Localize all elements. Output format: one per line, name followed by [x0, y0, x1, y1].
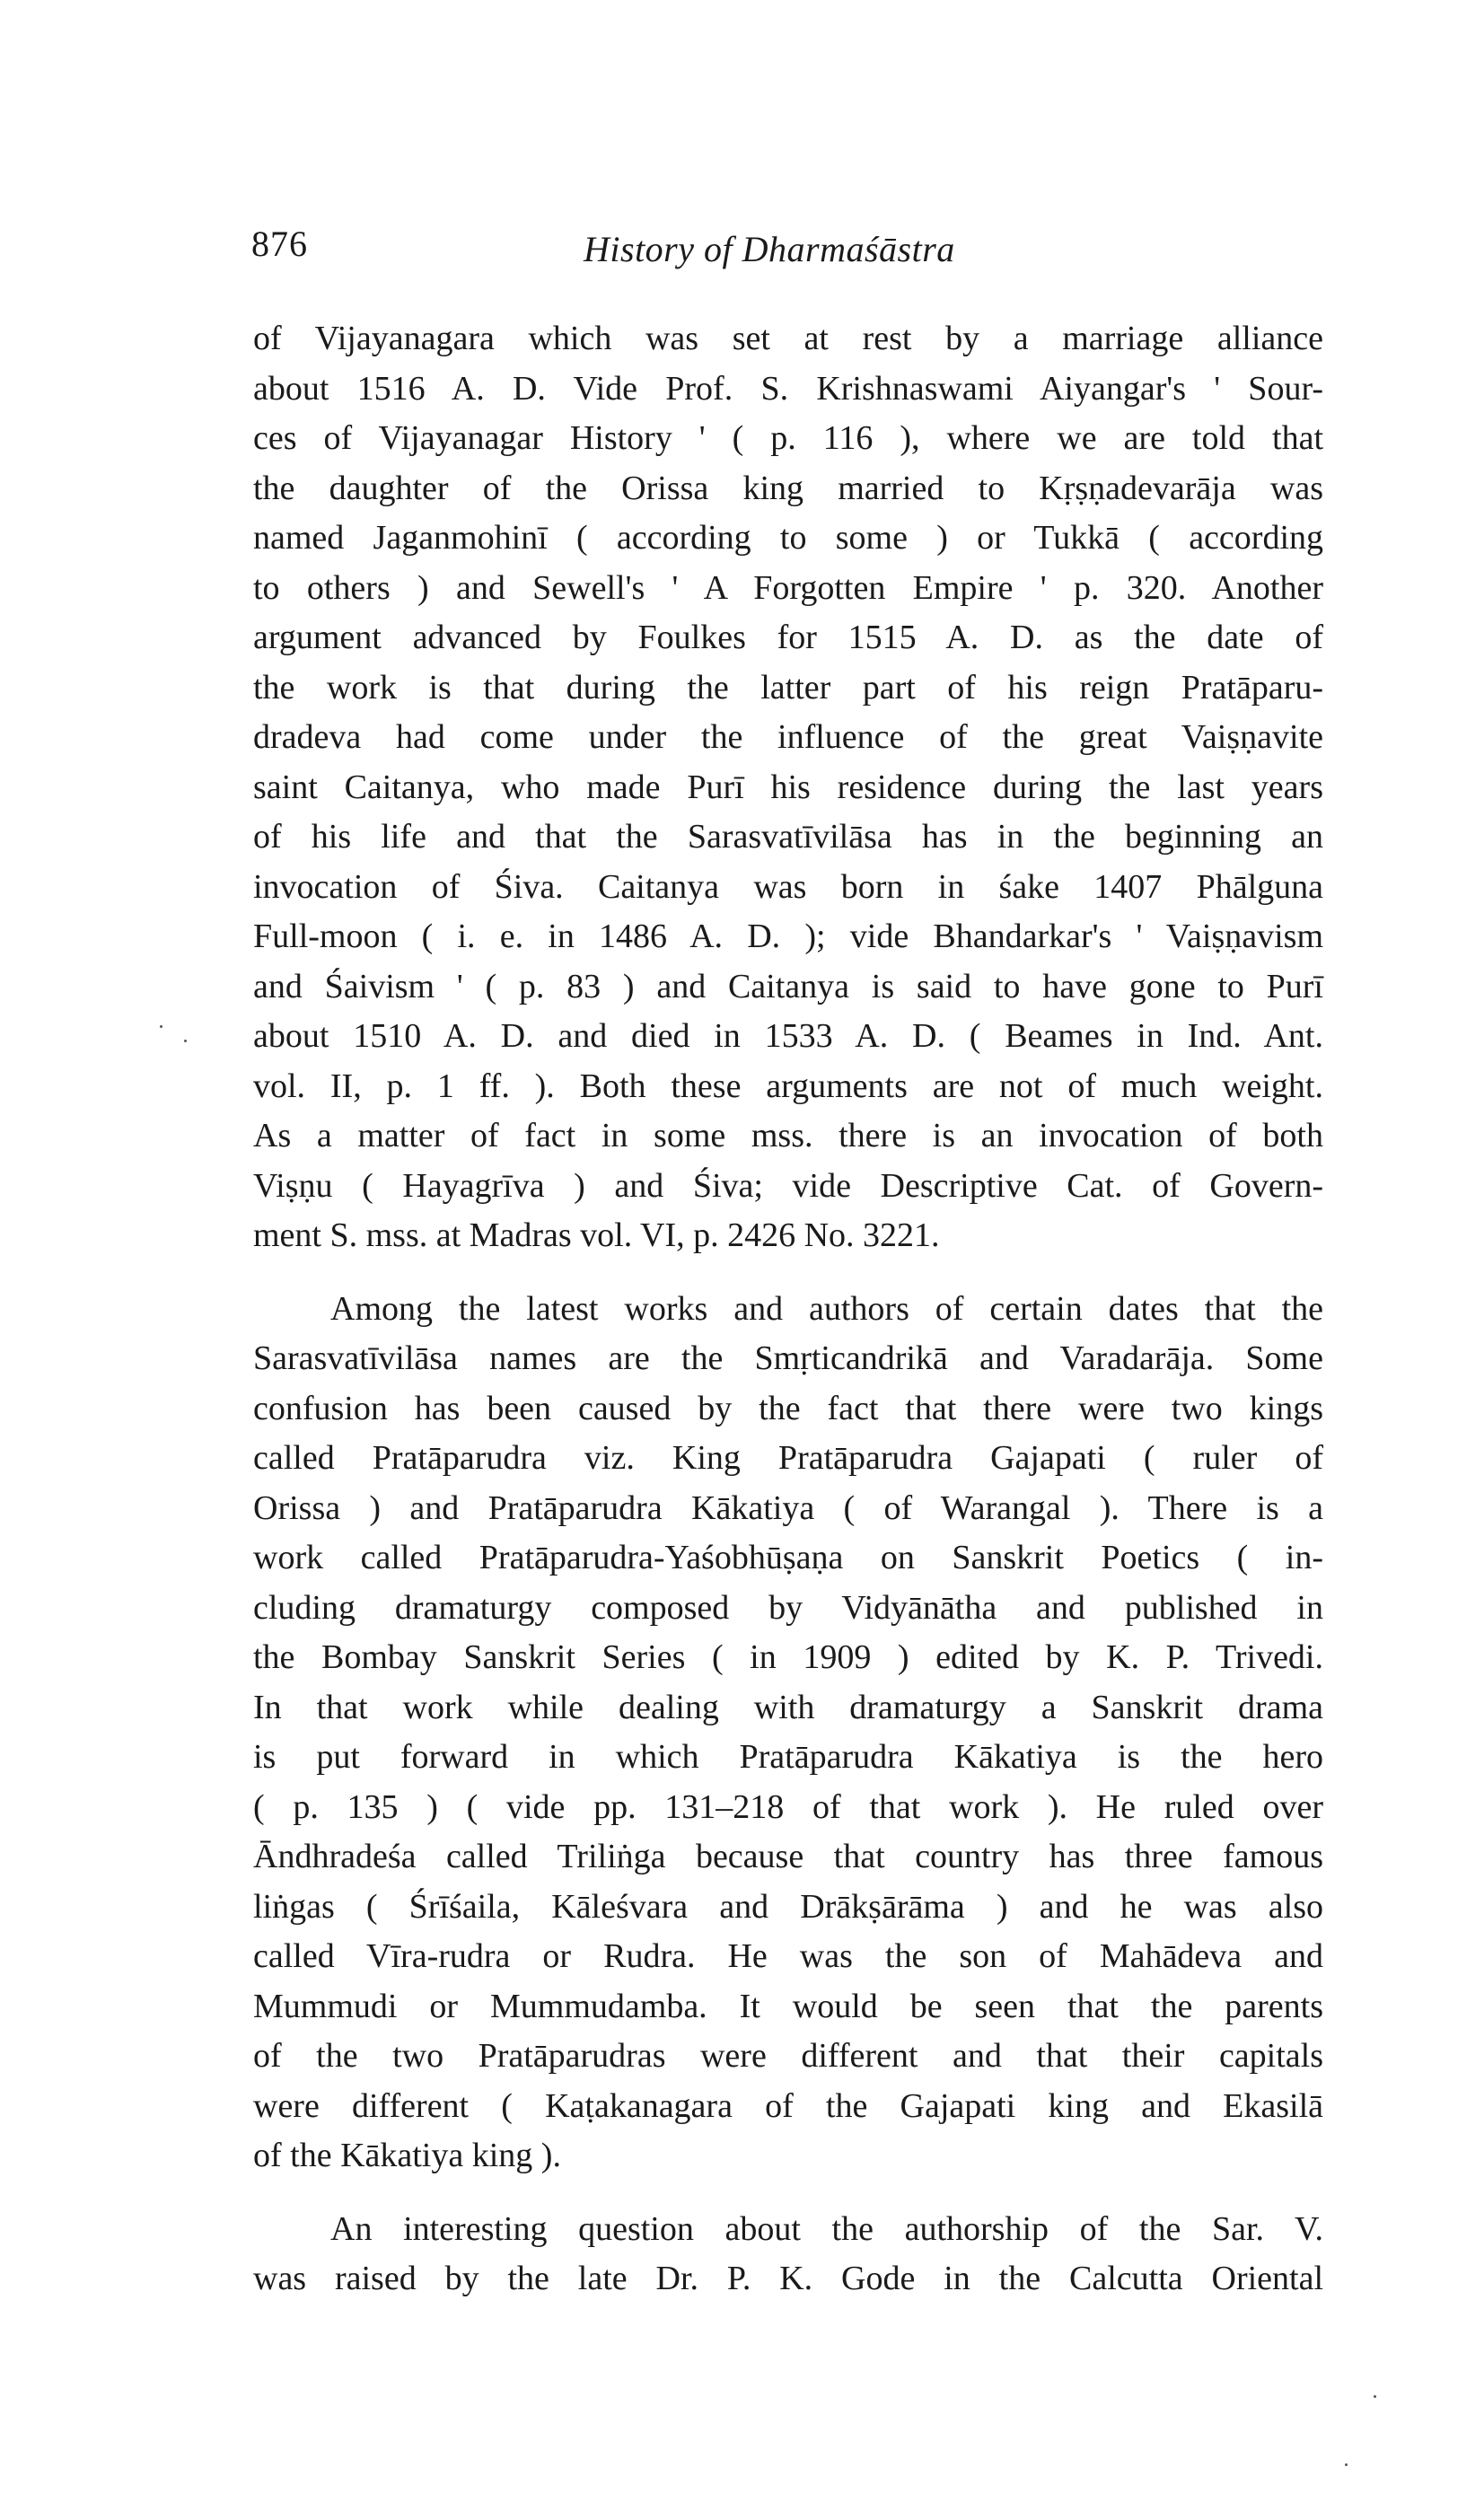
- paragraph-1: [253, 314, 1323, 1261]
- text-line: the work is that during the latter part of his reign Pratāparu-: [253, 668, 1323, 707]
- text-line: Full-moon ( i. e. in 1486 A. D. ); vide Bhandarkar's ' Vaiṣṇavism: [253, 917, 1323, 955]
- text-line: Orissa ) and Pratāparudra Kākatiya ( of Warangal ). There is a: [253, 1488, 1323, 1527]
- text-line: cluding dramaturgy composed by Vidyānātha and published in: [253, 1588, 1323, 1627]
- text-line: of his life and that the Sarasvatīvilāsa has in the beginning an: [253, 818, 1323, 856]
- text-line: In that work while dealing with dramaturgy a Sanskrit drama: [253, 1688, 1323, 1726]
- text-line: were different ( Kaṭakanagara of the Gajapati king and Ekasilā: [253, 2086, 1323, 2125]
- text-line: Mummudi or Mummudamba. It would be seen that the parents: [253, 1987, 1323, 2025]
- paragraph-3: [253, 2205, 1323, 2304]
- text-line: called Vīra-rudra or Rudra. He was the son of Mahādeva and: [253, 1937, 1323, 1975]
- text-line: named Jaganmohinī ( according to some ) or Tukkā ( according: [253, 519, 1323, 557]
- text-line: liṅgas ( Śrīśaila, Kāleśvara and Drākṣārāma ) and he was also: [253, 1887, 1323, 1926]
- text-line: to others ) and Sewell's ' A Forgotten Empire ' p. 320. Another: [253, 568, 1323, 607]
- text-line: the Bombay Sanskrit Series ( in 1909 ) edited by K. P. Trivedi.: [253, 1638, 1323, 1676]
- text-line: work called Pratāparudra-Yaśobhūṣaṇa on Sanskrit Poetics ( in-: [253, 1539, 1323, 1576]
- text-line: the daughter of the Orissa king married to Kṛṣṇadevarāja was: [253, 469, 1323, 507]
- paragraph-2: [253, 1285, 1323, 2182]
- text-line: was raised by the late Dr. P. K. Gode in the Calcutta Oriental: [253, 2260, 1323, 2297]
- scan-speck: [184, 1040, 187, 1042]
- text-line: As a matter of fact in some mss. there is an invocation of both: [253, 1117, 1323, 1154]
- scan-speck: [160, 1025, 162, 1028]
- running-title: History of Dharmaśāstra: [584, 229, 955, 269]
- page-header: [251, 223, 1347, 285]
- text-line: argument advanced by Foulkes for 1515 A. D. as the date of: [253, 619, 1323, 656]
- text-line: ment S. mss. at Madras vol. VI, p. 2426 No. 3221.: [253, 1216, 940, 1254]
- text-line: confusion has been caused by the fact that there were two kings: [253, 1389, 1323, 1427]
- text-line: invocation of Śiva. Caitanya was born in śake 1407 Phālguna: [253, 867, 1323, 906]
- scan-speck: [1345, 2463, 1348, 2466]
- text-line: Sarasvatīvilāsa names are the Smṛticandrikā and Varadarāja. Some: [253, 1339, 1323, 1377]
- text-line: ( p. 135 ) ( vide pp. 131–218 of that work ). He ruled over: [253, 1787, 1323, 1826]
- text-line: ces of Vijayanagar History ' ( p. 116 ), where we are told that: [253, 419, 1323, 457]
- text-line: of Vijayanagara which was set at rest by a marriage alliance: [253, 320, 1323, 357]
- text-line: Āndhradeśa called Triliṅga because that country has three famous: [253, 1838, 1323, 1875]
- text-line: An interesting question about the authorship of the Sar. V.: [330, 2209, 1323, 2248]
- page-number: 876: [251, 224, 308, 264]
- text-line: saint Caitanya, who made Purī his residence during the last years: [253, 768, 1323, 806]
- text-line: and Śaivism ' ( p. 83 ) and Caitanya is said to have gone to Purī: [253, 967, 1323, 1005]
- text-line: of the two Pratāparudras were different and that their capitals: [253, 2037, 1323, 2075]
- scan-speck: [1374, 2395, 1376, 2398]
- text-line: about 1516 A. D. Vide Prof. S. Krishnaswami Aiyangar's ' Sour-: [253, 369, 1323, 408]
- text-line: vol. II, p. 1 ff. ). Both these arguments are not of much weight.: [253, 1067, 1323, 1105]
- text-line: is put forward in which Pratāparudra Kākatiya is the hero: [253, 1738, 1323, 1776]
- text-line: called Pratāparudra viz. King Pratāparudra Gajapati ( ruler of: [253, 1439, 1323, 1477]
- text-line: of the Kākatiya king ).: [253, 2137, 561, 2174]
- text-line: Among the latest works and authors of certain dates that the: [330, 1289, 1323, 1328]
- body-text: [253, 314, 1323, 2304]
- text-line: about 1510 A. D. and died in 1533 A. D. ( Beames in Ind. Ant.: [253, 1017, 1323, 1055]
- text-line: dradeva had come under the influence of the great Vaiṣṇavite: [253, 718, 1323, 756]
- text-line: Viṣṇu ( Hayagrīva ) and Śiva; vide Descriptive Cat. of Govern-: [253, 1166, 1323, 1205]
